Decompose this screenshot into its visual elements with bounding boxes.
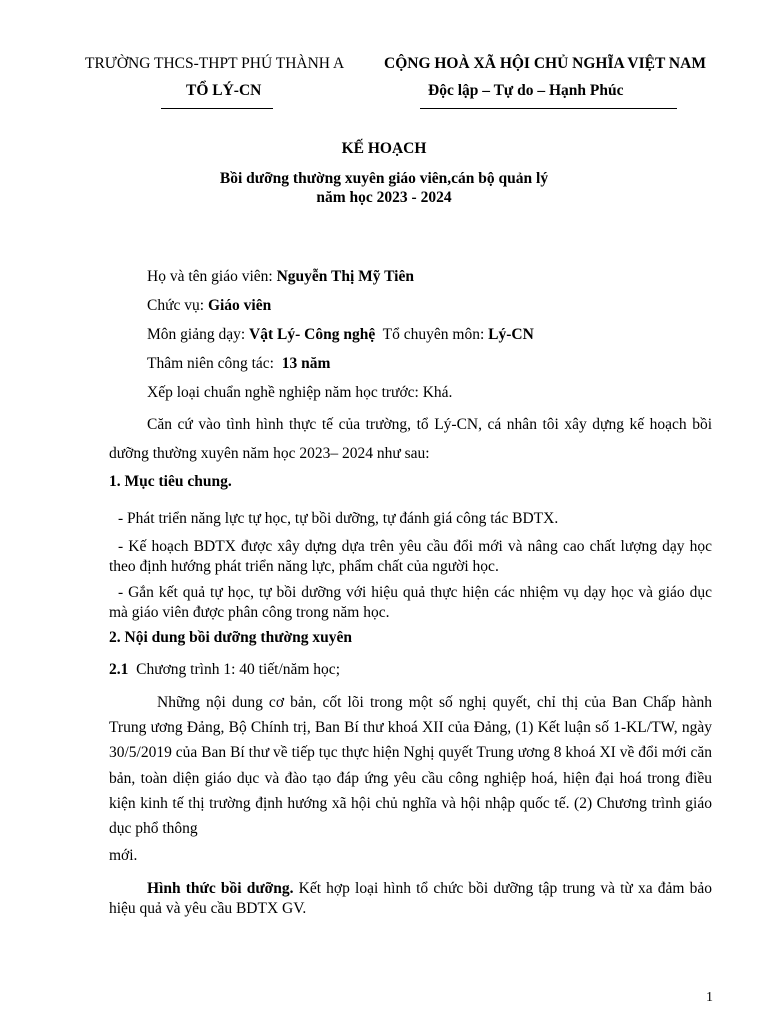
document-subtitle-1: Bồi dưỡng thường xuyên giáo viên,cán bộ quản lý <box>219 170 549 187</box>
program-line <box>109 661 340 679</box>
section-1-bullet-2: - Kế hoạch BDTX được xây dựng dựa trên yêu cầu đổi mới và nâng cao chất lượng dạy học theo định hướng phát triển năng lực, phẩm chất của người học. <box>109 538 712 575</box>
section-2-heading: 2. Nội dung bồi dưỡng thường xuyên <box>109 629 352 646</box>
program-content-end: mới. <box>109 847 138 864</box>
program-content: Những nội dung cơ bản, cốt lõi trong một số nghị quyết, chỉ thị của Ban Chấp hành Trung ương Đảng, Bộ Chính trị, Ban Bí thư khoá XII của Đảng, (1) Kết luận số 1-KL/TW, ngày 30/5/2019 của Ban Bí thư về tiếp tục thực hiện Nghị quyết Trung ương 8 khoá XI về đổi mới căn bản, toàn diện giáo dục và đào tạo đáp ứng yêu cầu công nghiệp hoá, hiện đại hoá trong điều kiện kinh tế thị trường định hướng xã hội chủ nghĩa và hội nhập quốc tế. (2) Chương trình giáo dục phổ thông <box>109 694 712 838</box>
page-number: 1 <box>706 990 713 1005</box>
teacher-name-line <box>147 268 414 286</box>
nation-title: CỘNG HOÀ XÃ HỘI CHỦ NGHĨA VIỆT NAM <box>384 55 706 72</box>
form-paragraph <box>109 879 712 919</box>
program-number: 2.1 <box>109 661 129 678</box>
form-label: Hình thức bồi dưỡng. <box>147 880 294 897</box>
subject-value: Vật Lý- Công nghệ <box>249 326 376 343</box>
form-text: Kết hợp loại hình tổ chức bồi dưỡng tập trung và từ xa đảm bảo hiệu quả và yêu cầu BDTX GV. <box>109 880 712 917</box>
seniority-label: Thâm niên công tác: <box>147 355 282 372</box>
teacher-name-label: Họ và tên giáo viên: <box>147 268 277 285</box>
nation-motto: Độc lập – Tự do – Hạnh Phúc <box>428 82 624 99</box>
group-label: Tổ chuyên môn: <box>375 326 489 343</box>
school-name: TRƯỜNG THCS-THPT PHÚ THÀNH A <box>85 55 345 72</box>
section-1-bullet-3: - Gắn kết quả tự học, tự bồi dưỡng với hiệu quả thực hiện các nhiệm vụ dạy học và giáo dục mà giáo viên được phân công trong năm học. <box>109 584 712 621</box>
intro-paragraph: Căn cứ vào tình hình thực tế của trường, tổ Lý-CN, cá nhân tôi xây dựng kế hoạch bồi dưỡng thường xuyên năm học 2023– 2024 như sau: <box>109 416 712 462</box>
program-text: Chương trình 1: 40 tiết/năm học; <box>128 661 340 678</box>
department-underline <box>161 108 273 109</box>
position-line <box>147 297 271 315</box>
seniority-line <box>147 355 330 373</box>
section-1-bullet-1: - Phát triển năng lực tự học, tự bồi dưỡng, tự đánh giá công tác BDTX. <box>118 510 559 527</box>
subject-line <box>147 326 534 344</box>
seniority-value: 13 năm <box>281 355 331 372</box>
section-1-heading: 1. Mục tiêu chung. <box>109 473 232 490</box>
document-subtitle-2: năm học 2023 - 2024 <box>316 189 452 206</box>
document-title: KẾ HOẠCH <box>341 140 427 157</box>
position-value: Giáo viên <box>207 297 272 314</box>
teacher-name-value: Nguyễn Thị Mỹ Tiên <box>276 268 414 285</box>
motto-underline <box>420 108 677 109</box>
rating-line: Xếp loại chuẩn nghề nghiệp năm học trước: Khá. <box>147 384 453 401</box>
position-label: Chức vụ: <box>147 297 208 314</box>
subject-label: Môn giảng dạy: <box>147 326 250 343</box>
department-name: TỔ LÝ-CN <box>186 82 262 99</box>
group-value: Lý-CN <box>488 326 534 343</box>
